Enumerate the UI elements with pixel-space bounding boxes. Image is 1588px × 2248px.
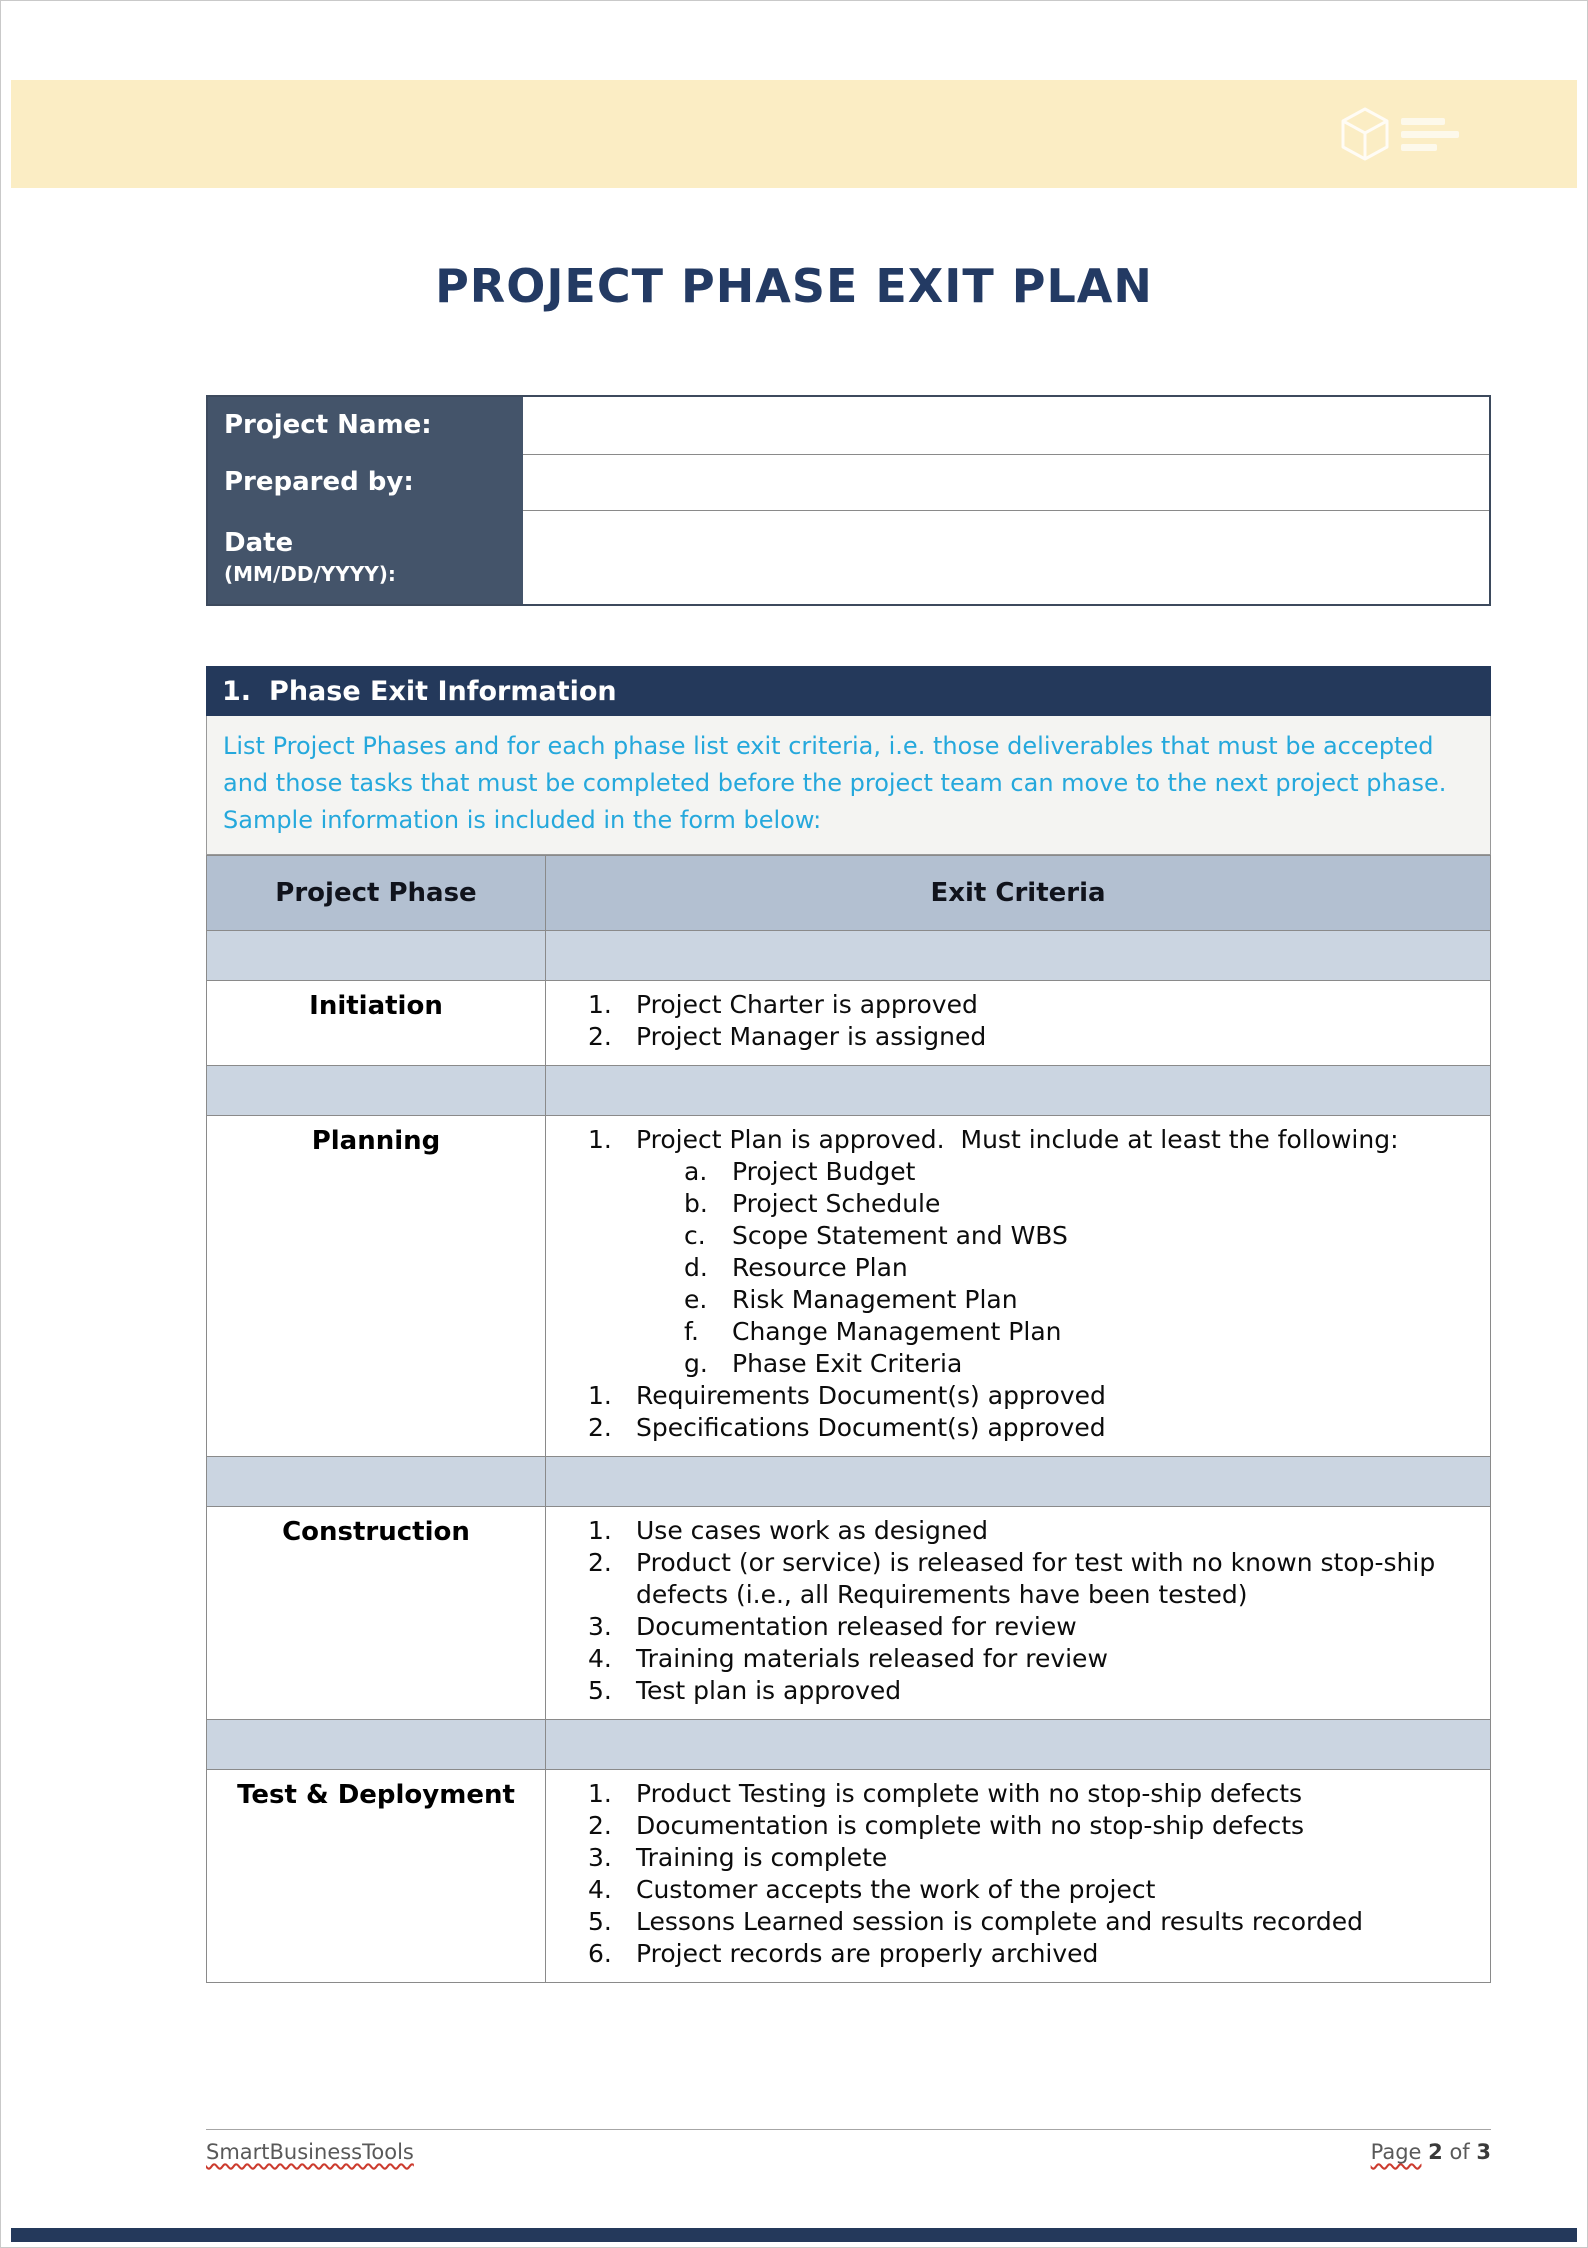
- criteria-item-marker: 1.: [588, 1516, 612, 1545]
- criteria-item-text: Project records are properly archived: [636, 1939, 1099, 1968]
- spacer-cell: [546, 1457, 1491, 1507]
- date-field[interactable]: [522, 510, 1490, 605]
- phase-name: Planning: [207, 1116, 546, 1457]
- criteria-item: [552, 1874, 1480, 1906]
- criteria-item-text: Resource Plan: [732, 1253, 908, 1282]
- section-number: 1.: [222, 675, 252, 707]
- criteria-item-text: Requirements Document(s) approved: [636, 1381, 1106, 1410]
- info-row-date: [207, 510, 1490, 605]
- page-footer: [206, 2129, 1491, 2164]
- criteria-item-marker: f.: [684, 1317, 699, 1346]
- cube-logo-icon: [1339, 106, 1391, 162]
- criteria-item-text: Phase Exit Criteria: [732, 1349, 963, 1378]
- criteria-item: [552, 1348, 1480, 1380]
- section-header: [206, 666, 1491, 716]
- footer-page-current: 2: [1428, 2140, 1443, 2164]
- phase-exit-table: [206, 855, 1491, 1983]
- phase-table-header-row: [207, 856, 1491, 931]
- phase-name: Test & Deployment: [207, 1770, 546, 1983]
- criteria-item-text: Product Testing is complete with no stop-ship defects: [636, 1779, 1303, 1808]
- phase-row: [207, 1507, 1491, 1720]
- criteria-item-marker: 2.: [588, 1022, 612, 1051]
- criteria-item: [552, 1547, 1480, 1611]
- criteria-item: [552, 1124, 1480, 1156]
- spacer-cell: [546, 1066, 1491, 1116]
- spacer-row: [207, 1066, 1491, 1116]
- criteria-item-text: Customer accepts the work of the project: [636, 1875, 1156, 1904]
- logo-text-lines: [1401, 118, 1459, 151]
- spacer-row: [207, 931, 1491, 981]
- criteria-item-marker: 6.: [588, 1939, 612, 1968]
- prepared-by-label-text: Prepared by:: [224, 467, 414, 497]
- criteria-item: [552, 1778, 1480, 1810]
- criteria-item-marker: b.: [684, 1189, 708, 1218]
- criteria-cell: [546, 1116, 1491, 1457]
- criteria-item-marker: 1.: [588, 1381, 612, 1410]
- criteria-item-marker: 4.: [588, 1644, 612, 1673]
- prepared-by-label: [207, 454, 522, 510]
- prepared-by-field[interactable]: [522, 454, 1490, 510]
- info-row-project-name: [207, 396, 1490, 454]
- criteria-item: [552, 1675, 1480, 1707]
- criteria-item-text: Project Plan is approved. Must include at least the following:: [636, 1125, 1399, 1154]
- criteria-item: [552, 1611, 1480, 1643]
- phase-row: [207, 981, 1491, 1066]
- criteria-item-marker: 1.: [588, 1125, 612, 1154]
- criteria-item-marker: g.: [684, 1349, 708, 1378]
- criteria-cell: [546, 1507, 1491, 1720]
- criteria-item-text: Training materials released for review: [636, 1644, 1108, 1673]
- criteria-item-text: Project Schedule: [732, 1189, 941, 1218]
- criteria-item-text: Lessons Learned session is complete and results recorded: [636, 1907, 1364, 1936]
- criteria-item-text: Risk Management Plan: [732, 1285, 1018, 1314]
- criteria-item-text: Scope Statement and WBS: [732, 1221, 1068, 1250]
- criteria-item-marker: 4.: [588, 1875, 612, 1904]
- criteria-item-text: Project Manager is assigned: [636, 1022, 987, 1051]
- column-header-exit-criteria: Exit Criteria: [546, 856, 1491, 931]
- footer-page-number: [1371, 2140, 1491, 2164]
- criteria-item: [552, 989, 1480, 1021]
- spacer-cell: [546, 931, 1491, 981]
- criteria-item: [552, 1380, 1480, 1412]
- criteria-item-marker: 3.: [588, 1612, 612, 1641]
- section-description: List Project Phases and for each phase list exit criteria, i.e. those deliverables that must be accepted and those tasks that must be completed before the project team can move to the next project phase. Sample information is included in the form below:: [206, 716, 1491, 855]
- spacer-row: [207, 1720, 1491, 1770]
- criteria-item: [552, 1021, 1480, 1053]
- criteria-item-marker: a.: [684, 1157, 708, 1186]
- criteria-item-marker: 1.: [588, 1779, 612, 1808]
- criteria-item-text: Project Charter is approved: [636, 990, 978, 1019]
- date-label: [207, 510, 522, 605]
- criteria-item-marker: d.: [684, 1253, 708, 1282]
- phase-row: [207, 1116, 1491, 1457]
- header-banner: [11, 80, 1577, 188]
- footer-page-total: 3: [1476, 2140, 1491, 2164]
- page-title: PROJECT PHASE EXIT PLAN: [435, 259, 1153, 313]
- criteria-item: [552, 1188, 1480, 1220]
- spacer-cell: [546, 1720, 1491, 1770]
- criteria-item-marker: 3.: [588, 1843, 612, 1872]
- criteria-cell: [546, 981, 1491, 1066]
- criteria-item-marker: 2.: [588, 1548, 612, 1577]
- criteria-item: [552, 1156, 1480, 1188]
- criteria-item-text: Training is complete: [636, 1843, 888, 1872]
- date-format-hint: (MM/DD/YYYY):: [224, 562, 396, 587]
- project-name-label: [207, 396, 522, 454]
- section-title: Phase Exit Information: [269, 675, 617, 707]
- criteria-item-text: Use cases work as designed: [636, 1516, 989, 1545]
- criteria-item-marker: c.: [684, 1221, 706, 1250]
- criteria-item-text: Specifications Document(s) approved: [636, 1413, 1106, 1442]
- spacer-cell: [207, 1457, 546, 1507]
- criteria-item: [552, 1643, 1480, 1675]
- criteria-item-text: Documentation released for review: [636, 1612, 1077, 1641]
- criteria-item: [552, 1220, 1480, 1252]
- bottom-accent-bar: [11, 2228, 1577, 2242]
- criteria-item-marker: 1.: [588, 990, 612, 1019]
- criteria-item: [552, 1938, 1480, 1970]
- criteria-cell: [546, 1770, 1491, 1983]
- criteria-item: [552, 1842, 1480, 1874]
- criteria-item: [552, 1810, 1480, 1842]
- criteria-item-text: Change Management Plan: [732, 1317, 1062, 1346]
- criteria-item-marker: 5.: [588, 1907, 612, 1936]
- criteria-item: [552, 1906, 1480, 1938]
- project-name-label-text: Project Name:: [224, 410, 432, 441]
- info-row-prepared-by: [207, 454, 1490, 510]
- criteria-item-marker: e.: [684, 1285, 708, 1314]
- criteria-item-marker: 2.: [588, 1811, 612, 1840]
- criteria-item: [552, 1252, 1480, 1284]
- criteria-item-text: Test plan is approved: [636, 1676, 902, 1705]
- criteria-item: [552, 1412, 1480, 1444]
- spacer-cell: [207, 1720, 546, 1770]
- date-label-text: Date: [224, 528, 294, 559]
- criteria-item-text: Product (or service) is released for test with no known stop-ship defects (i.e., all Requirements have been tested): [636, 1548, 1444, 1609]
- spacer-cell: [207, 1066, 546, 1116]
- project-name-field[interactable]: [522, 396, 1490, 454]
- spacer-cell: [207, 931, 546, 981]
- criteria-item-marker: 5.: [588, 1676, 612, 1705]
- criteria-item-marker: 2.: [588, 1413, 612, 1442]
- footer-page-word: Page: [1370, 2140, 1422, 2164]
- brand-logo: [1339, 98, 1459, 170]
- phase-row: [207, 1770, 1491, 1983]
- spacer-row: [207, 1457, 1491, 1507]
- criteria-item: [552, 1316, 1480, 1348]
- project-info-table: [206, 395, 1491, 606]
- criteria-item-text: Project Budget: [732, 1157, 916, 1186]
- phase-name: Construction: [207, 1507, 546, 1720]
- footer-page-separator: of: [1442, 2140, 1477, 2164]
- criteria-item-text: Documentation is complete with no stop-ship defects: [636, 1811, 1305, 1840]
- phase-name: Initiation: [207, 981, 546, 1066]
- footer-brand-link[interactable]: SmartBusinessTools: [206, 2140, 414, 2164]
- criteria-item: [552, 1284, 1480, 1316]
- column-header-project-phase: Project Phase: [207, 856, 546, 931]
- criteria-item: [552, 1515, 1480, 1547]
